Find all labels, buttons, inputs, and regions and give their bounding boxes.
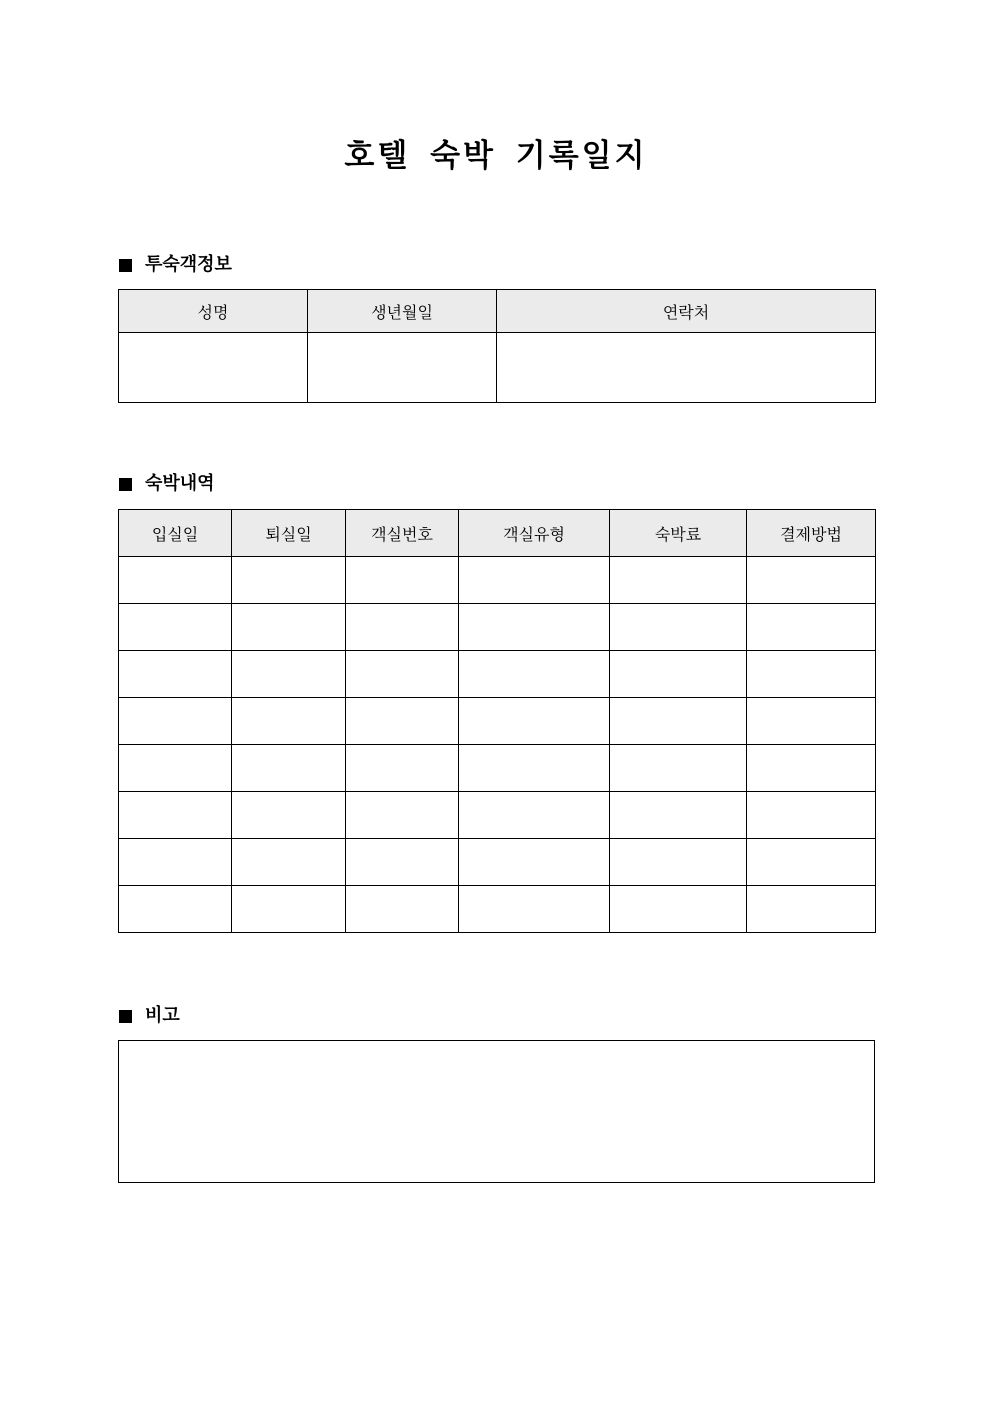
room-type-cell[interactable] xyxy=(459,557,610,604)
column-header-contact: 연락처 xyxy=(497,290,876,333)
checkout-cell[interactable] xyxy=(232,745,346,792)
checkin-cell[interactable] xyxy=(119,886,232,933)
name-cell[interactable] xyxy=(119,333,308,403)
room-number-cell[interactable] xyxy=(346,604,459,651)
payment-method-cell[interactable] xyxy=(747,839,876,886)
stay-details-heading xyxy=(119,472,215,496)
page-title: 호텔 숙박 기록일지 xyxy=(344,138,648,174)
payment-method-cell[interactable] xyxy=(747,792,876,839)
column-header-checkin: 입실일 xyxy=(119,510,232,557)
checkout-cell[interactable] xyxy=(232,792,346,839)
square-bullet-icon xyxy=(119,1010,132,1023)
checkout-cell[interactable] xyxy=(232,557,346,604)
payment-method-cell[interactable] xyxy=(747,698,876,745)
rate-cell[interactable] xyxy=(610,604,747,651)
payment-method-cell[interactable] xyxy=(747,651,876,698)
checkin-cell[interactable] xyxy=(119,745,232,792)
column-header-birthdate: 생년월일 xyxy=(308,290,497,333)
column-header-rate: 숙박료 xyxy=(610,510,747,557)
memo-box[interactable] xyxy=(118,1040,875,1183)
room-number-cell[interactable] xyxy=(346,839,459,886)
room-number-cell[interactable] xyxy=(346,557,459,604)
payment-method-cell[interactable] xyxy=(747,557,876,604)
contact-cell[interactable] xyxy=(497,333,876,403)
room-number-cell[interactable] xyxy=(346,792,459,839)
guest-info-heading xyxy=(119,253,232,277)
table-row xyxy=(119,792,876,839)
table-row xyxy=(119,886,876,933)
room-number-cell[interactable] xyxy=(346,886,459,933)
table-row xyxy=(119,698,876,745)
rate-cell[interactable] xyxy=(610,651,747,698)
room-type-cell[interactable] xyxy=(459,698,610,745)
room-type-cell[interactable] xyxy=(459,792,610,839)
checkout-cell[interactable] xyxy=(232,698,346,745)
column-header-name: 성명 xyxy=(119,290,308,333)
checkout-cell[interactable] xyxy=(232,651,346,698)
column-header-room-number: 객실번호 xyxy=(346,510,459,557)
checkout-cell[interactable] xyxy=(232,886,346,933)
room-type-cell[interactable] xyxy=(459,745,610,792)
payment-method-cell[interactable] xyxy=(747,886,876,933)
rate-cell[interactable] xyxy=(610,745,747,792)
checkout-cell[interactable] xyxy=(232,839,346,886)
room-number-cell[interactable] xyxy=(346,745,459,792)
table-row xyxy=(119,333,876,403)
guest-info-heading-label: 투숙객정보 xyxy=(145,254,232,275)
rate-cell[interactable] xyxy=(610,557,747,604)
birthdate-cell[interactable] xyxy=(308,333,497,403)
table-row xyxy=(119,557,876,604)
table-row xyxy=(119,839,876,886)
payment-method-cell[interactable] xyxy=(747,745,876,792)
table-row xyxy=(119,745,876,792)
room-type-cell[interactable] xyxy=(459,651,610,698)
rate-cell[interactable] xyxy=(610,698,747,745)
room-type-cell[interactable] xyxy=(459,886,610,933)
square-bullet-icon xyxy=(119,259,132,272)
room-type-cell[interactable] xyxy=(459,604,610,651)
column-header-payment-method: 결제방법 xyxy=(747,510,876,557)
room-type-cell[interactable] xyxy=(459,839,610,886)
rate-cell[interactable] xyxy=(610,839,747,886)
checkin-cell[interactable] xyxy=(119,839,232,886)
square-bullet-icon xyxy=(119,478,132,491)
stay-details-heading-label: 숙박내역 xyxy=(145,473,215,494)
checkin-cell[interactable] xyxy=(119,651,232,698)
checkin-cell[interactable] xyxy=(119,698,232,745)
memo-heading-label: 비고 xyxy=(145,1005,180,1026)
checkin-cell[interactable] xyxy=(119,557,232,604)
stay-details-table xyxy=(118,509,876,933)
column-header-checkout: 퇴실일 xyxy=(232,510,346,557)
rate-cell[interactable] xyxy=(610,886,747,933)
guest-info-table xyxy=(118,289,876,403)
room-number-cell[interactable] xyxy=(346,698,459,745)
room-number-cell[interactable] xyxy=(346,651,459,698)
payment-method-cell[interactable] xyxy=(747,604,876,651)
memo-heading xyxy=(119,1004,180,1028)
table-row xyxy=(119,604,876,651)
checkin-cell[interactable] xyxy=(119,792,232,839)
checkout-cell[interactable] xyxy=(232,604,346,651)
table-row xyxy=(119,651,876,698)
rate-cell[interactable] xyxy=(610,792,747,839)
column-header-room-type: 객실유형 xyxy=(459,510,610,557)
checkin-cell[interactable] xyxy=(119,604,232,651)
